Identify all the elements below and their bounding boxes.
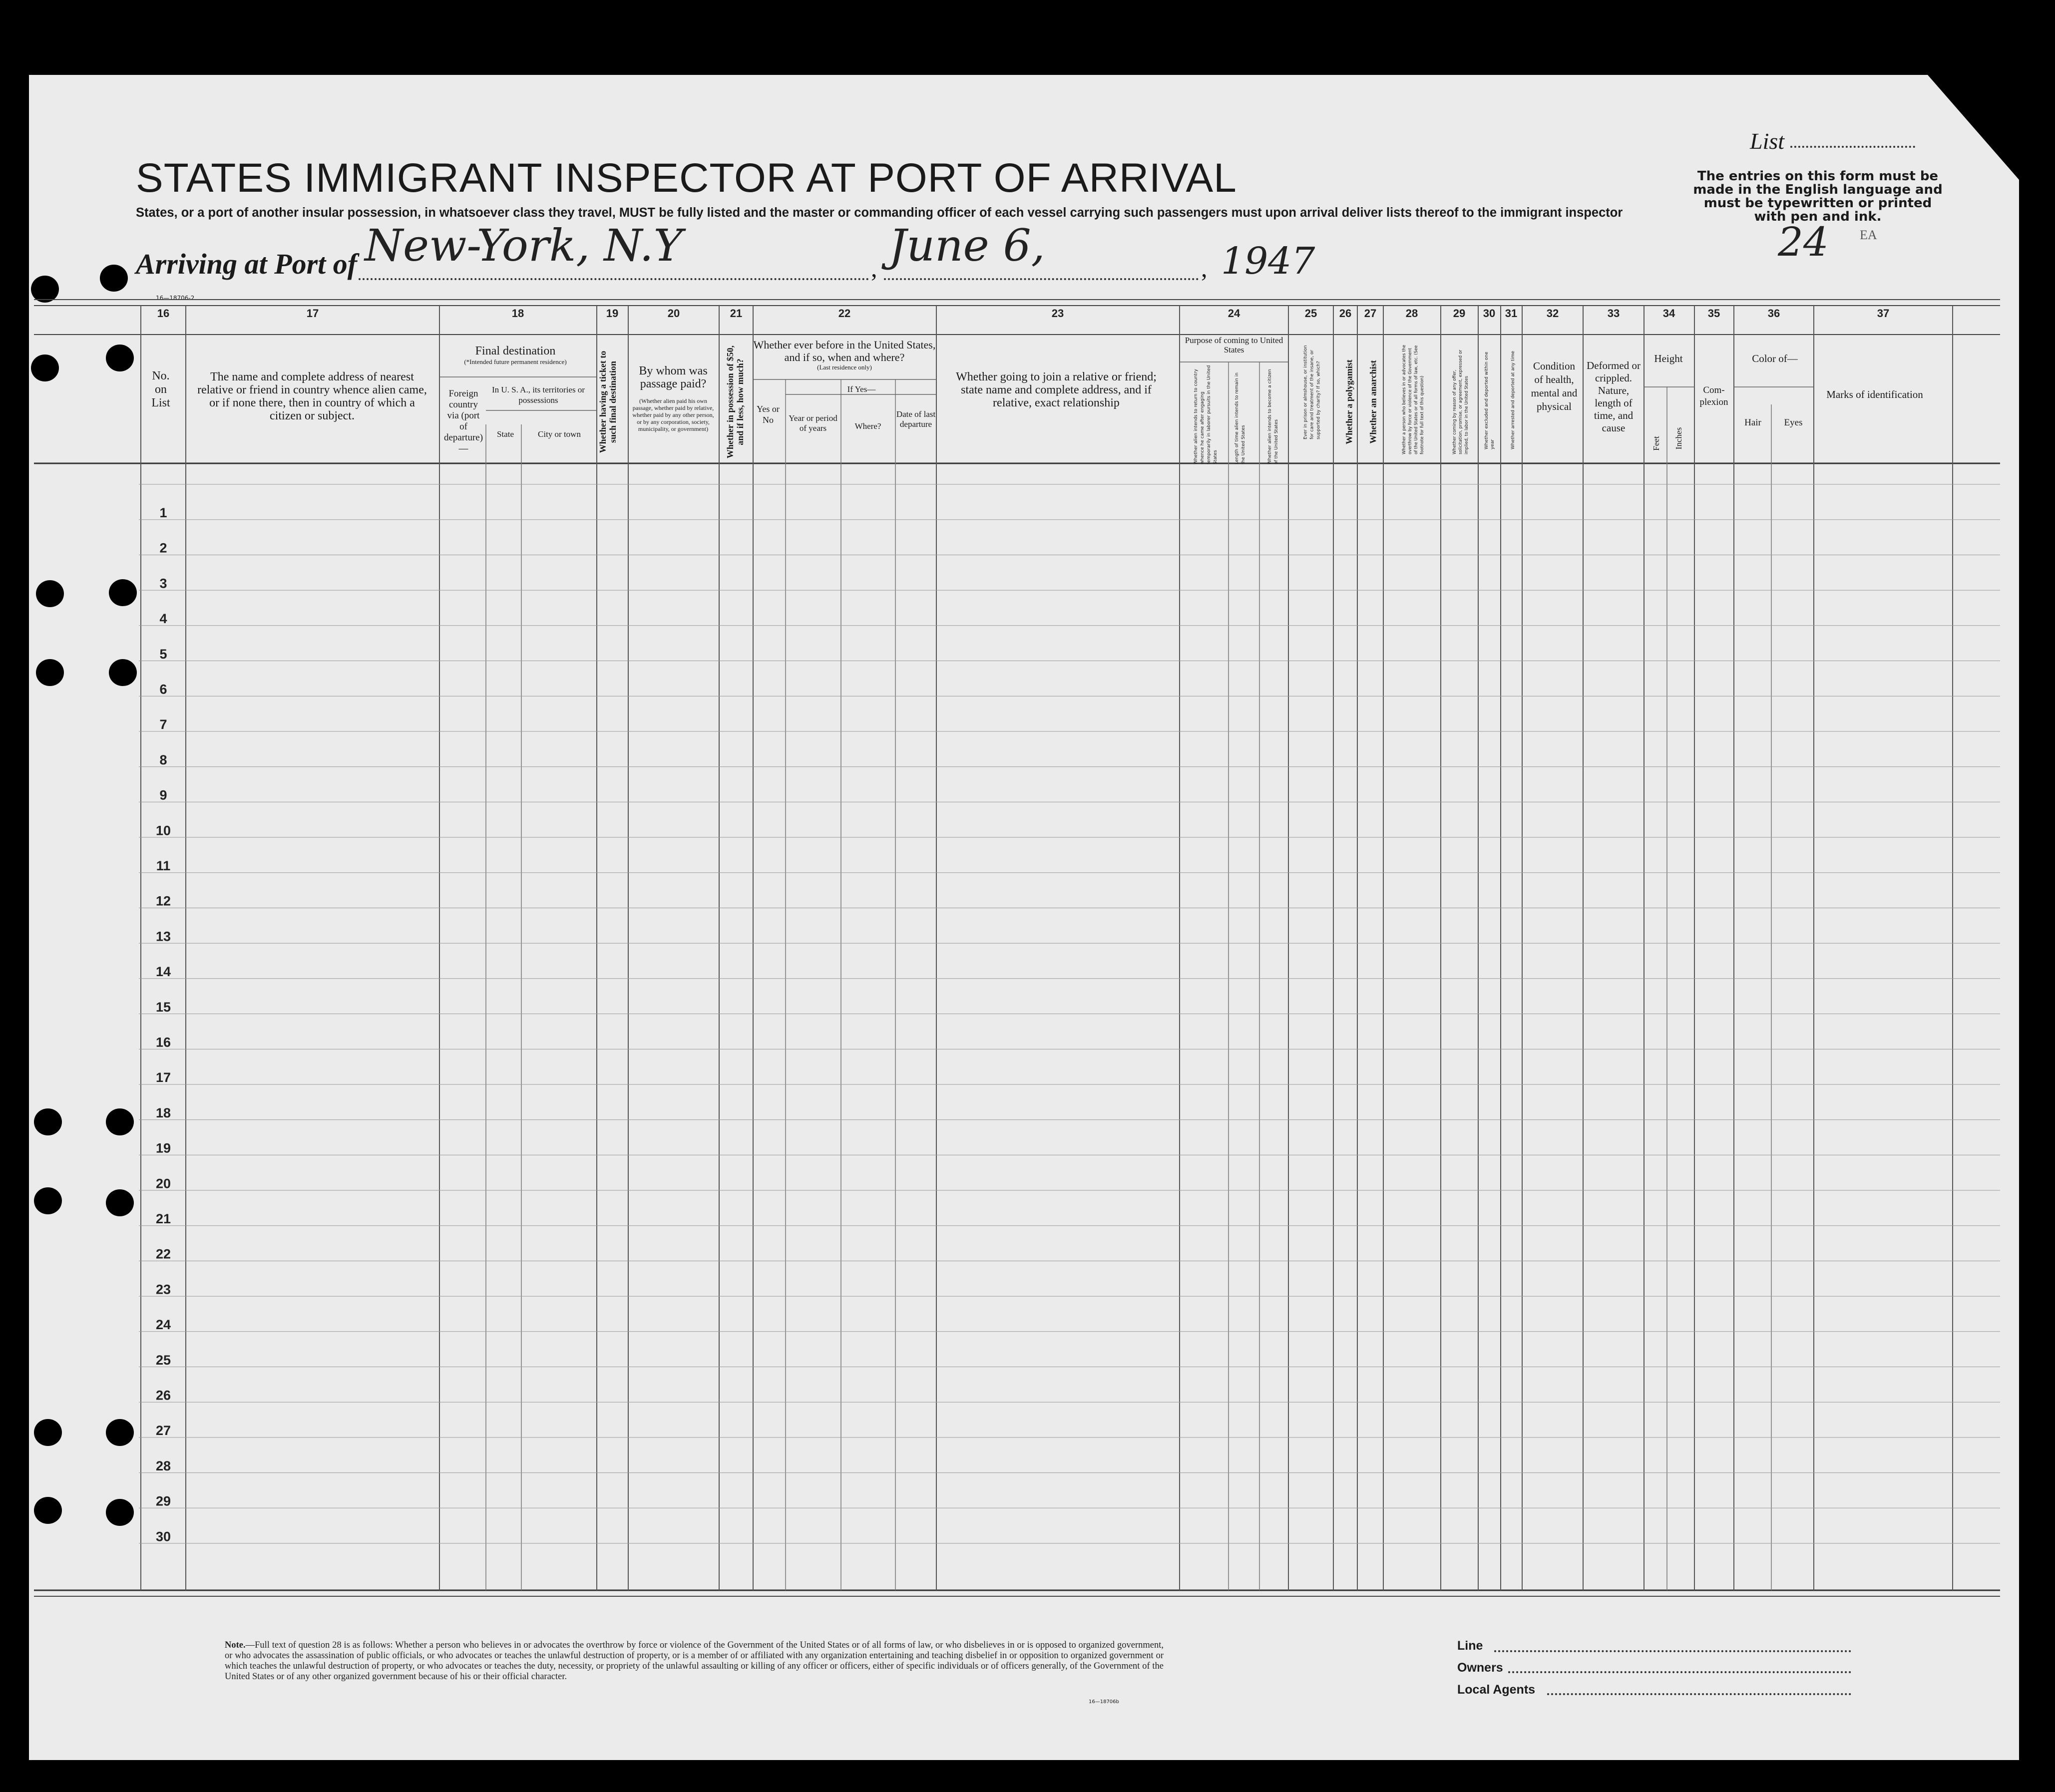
column-number: 37 bbox=[1877, 307, 1890, 320]
column-number: 25 bbox=[1304, 307, 1317, 320]
comma-mark: , bbox=[871, 254, 877, 282]
column-header-22 bbox=[753, 339, 936, 371]
row-number: 11 bbox=[156, 858, 171, 873]
column-number: 24 bbox=[1228, 307, 1240, 320]
column-header-33: Deformed or crippled. Nature, length of time, and cause bbox=[1587, 359, 1641, 434]
list-suffix: EA bbox=[1860, 228, 1877, 242]
form-number: 16—18706-2 bbox=[156, 295, 195, 302]
footnote bbox=[225, 1640, 1164, 1682]
column-22-yesno: Yes or No bbox=[757, 404, 780, 425]
column-header-23: Whether going to join a relative or friend; state name and complete address, and if relative, exact relationship bbox=[956, 370, 1157, 409]
column-22-ifyes: If Yes— bbox=[847, 384, 876, 394]
column-number: 19 bbox=[606, 307, 619, 320]
column-header-16: No. on List bbox=[151, 369, 170, 409]
port-value: New-York, N.Y bbox=[365, 220, 683, 271]
row-number: 16 bbox=[155, 1035, 171, 1050]
row-number: 24 bbox=[155, 1317, 171, 1333]
column-header-37: Marks of identification bbox=[1826, 388, 1923, 400]
row-number: 23 bbox=[155, 1282, 171, 1297]
footnote-code: 16—18706b bbox=[1089, 1699, 1119, 1705]
column-header-30: Whether excluded and deported within one year bbox=[1484, 352, 1495, 449]
row-number: 19 bbox=[155, 1140, 171, 1156]
row-number: 9 bbox=[159, 787, 167, 803]
column-header-21: Whether in possession of $50, and if less, how much? bbox=[725, 345, 745, 459]
column-number: 17 bbox=[306, 307, 319, 320]
row-number: 14 bbox=[155, 964, 171, 980]
form-subtitle: States, or a port of another insular possession, in whatsoever class they travel, MUST be fully listed and the master or commanding officer of each vessel carrying such passengers must upon arrival deliver lists thereof to the immigrant inspector bbox=[136, 206, 1623, 220]
agents-fill-line bbox=[1547, 1693, 1851, 1695]
row-number: 2 bbox=[159, 540, 167, 556]
column-18-note: (*Intended future permanent residence) bbox=[464, 358, 567, 365]
form-title: STATES IMMIGRANT INSPECTOR AT PORT OF ARRIVAL bbox=[136, 155, 1237, 201]
column-number: 23 bbox=[1051, 307, 1064, 320]
row-number: 29 bbox=[155, 1493, 171, 1509]
column-number: 30 bbox=[1483, 307, 1496, 320]
column-number: 32 bbox=[1546, 307, 1559, 320]
column-36-hair: Hair bbox=[1744, 417, 1761, 428]
column-number: 21 bbox=[730, 307, 743, 320]
column-34-feet: Feet bbox=[1651, 436, 1661, 451]
row-number: 20 bbox=[155, 1176, 171, 1191]
column-number: 27 bbox=[1364, 307, 1377, 320]
date-value: June 6, bbox=[889, 220, 1045, 271]
list-number: 24 bbox=[1778, 219, 1829, 265]
column-number: 31 bbox=[1505, 307, 1518, 320]
row-number: 15 bbox=[155, 999, 171, 1015]
column-24-citizen: Whether alien intends to become a citizen of the United States bbox=[1267, 369, 1279, 464]
line-fill-line bbox=[1494, 1650, 1851, 1652]
column-header-24: Purpose of coming to United States bbox=[1185, 336, 1283, 355]
row-number: 3 bbox=[159, 576, 167, 591]
row-number: 26 bbox=[155, 1388, 171, 1403]
column-number: 35 bbox=[1707, 307, 1720, 320]
row-number: 12 bbox=[155, 893, 171, 909]
column-header-31: Whether arrested and deported at any time bbox=[1511, 351, 1516, 449]
comma-mark: , bbox=[1201, 254, 1208, 282]
column-number: 33 bbox=[1607, 307, 1620, 320]
column-header-26: Whether a polygamist bbox=[1344, 359, 1354, 444]
row-number: 13 bbox=[155, 929, 171, 944]
column-header-18 bbox=[440, 345, 590, 366]
column-header-20 bbox=[630, 364, 716, 432]
row-number: 30 bbox=[155, 1529, 171, 1544]
column-22-where: Where? bbox=[854, 421, 881, 431]
column-18-title: Final destination bbox=[475, 345, 556, 358]
owners-fill-line bbox=[1508, 1671, 1851, 1673]
column-number: 26 bbox=[1339, 307, 1352, 320]
column-24-length: Length of time alien intends to remain in the United States bbox=[1234, 372, 1246, 464]
column-22-date: Date of last departure bbox=[896, 409, 936, 429]
column-header-17: The name and complete address of nearest relative or friend in country whence alien came, or if none there, then in country of which a citizen or subject. bbox=[197, 370, 427, 422]
year-value: 1947 bbox=[1221, 240, 1315, 283]
row-number: 1 bbox=[159, 505, 167, 520]
column-20-title: By whom was passage paid? bbox=[639, 364, 708, 390]
column-18-usa: In U. S. A., its territories or possessions bbox=[491, 385, 585, 405]
column-number: 18 bbox=[511, 307, 524, 320]
footnote-text: —Full text of question 28 is as follows: Whether a person who believes in or advocates the overthrow by force or violence of the Government of the United States or of all forms of law, or who disbelieves in or is opposed to organized government, or who advocates the assassination of public officials, or who advocates or teaches the unlawful destruction of property, or is a member of or affiliated with any organization entertaining and teaching disbelief in or opposition to organized government or which teaches the unlawful destruction of property, or who advocates or teaches the duty, necessity, or propriety of the unlawful assaulting or killing of any officer or officers, either of specific individuals or of officers generally, of the Government of the United States or of any other organized government because of his or their official character. bbox=[225, 1640, 1164, 1682]
column-header-25: Ever in prison or almshouse, or institution for care and treatment of the insane, or supported by charity? If so, which? bbox=[1303, 345, 1321, 439]
column-header-32: Condition of health, mental and physical bbox=[1531, 360, 1578, 412]
column-header-35: Com- plexion bbox=[1699, 385, 1728, 407]
arriving-label: Arriving at Port of bbox=[136, 248, 358, 280]
owners-label: Owners bbox=[1457, 1661, 1503, 1675]
column-18-city: City or town bbox=[538, 429, 581, 439]
column-24-return: Whether alien intends to return to country whence he came after engaging temporarily in laborer pursuits in the United States bbox=[1194, 365, 1218, 464]
line-label: Line bbox=[1457, 1639, 1483, 1653]
row-number: 21 bbox=[155, 1211, 171, 1226]
column-34-inches: Inches bbox=[1674, 427, 1683, 450]
row-number: 27 bbox=[155, 1423, 171, 1438]
column-number: 28 bbox=[1405, 307, 1418, 320]
row-number: 8 bbox=[159, 752, 167, 767]
row-number: 10 bbox=[155, 823, 171, 838]
instructions-note: The entries on this form must be made in the English language and must be typewritten or printed with pen and ink. bbox=[1693, 169, 1943, 224]
column-22-year: Year or period of years bbox=[789, 413, 837, 433]
row-number: 18 bbox=[155, 1105, 171, 1120]
row-number: 7 bbox=[159, 717, 167, 732]
agents-label: Local Agents bbox=[1457, 1683, 1536, 1697]
list-label: List bbox=[1750, 128, 1785, 154]
footnote-lead: Note. bbox=[225, 1640, 246, 1650]
row-number: 6 bbox=[159, 682, 167, 697]
column-20-note: (Whether alien paid his own passage, whether paid by relative, whether paid by any other person, or by any corporation, society, municipality, or government) bbox=[632, 397, 714, 432]
row-number: 22 bbox=[155, 1246, 171, 1262]
column-header-36: Color of— bbox=[1752, 353, 1798, 364]
column-36-eyes: Eyes bbox=[1784, 417, 1803, 428]
column-22-note: (Last residence only) bbox=[817, 363, 872, 371]
column-22-title: Whether ever before in the United States, and if so, when and where? bbox=[753, 339, 936, 363]
column-header-27: Whether an anarchist bbox=[1368, 360, 1378, 444]
column-header-19: Whether having a ticket to such final destination bbox=[598, 351, 618, 453]
row-number: 5 bbox=[159, 646, 167, 662]
column-number: 16 bbox=[157, 307, 170, 320]
column-18-state: State bbox=[497, 429, 514, 439]
column-number: 20 bbox=[667, 307, 680, 320]
column-number: 36 bbox=[1767, 307, 1780, 320]
column-number: 34 bbox=[1662, 307, 1675, 320]
column-header-28: Whether a person who believes in or advocates the overthrow by force or violence of the Government of the United States or of all forms of law, etc. (See footnote for full text of this question) bbox=[1402, 345, 1425, 454]
column-header-34: Height bbox=[1654, 353, 1683, 364]
column-18-foreign: Foreign country via (port of departure)— bbox=[443, 388, 483, 454]
row-number: 17 bbox=[155, 1070, 171, 1085]
row-number: 4 bbox=[159, 611, 167, 627]
column-header-29: Whether coming by reason of any offer, solicitation, promise, or agreement, expressed or implied, to labor in the United States bbox=[1452, 350, 1469, 454]
row-number: 25 bbox=[155, 1352, 171, 1368]
column-number: 22 bbox=[838, 307, 851, 320]
column-number: 29 bbox=[1453, 307, 1466, 320]
row-number: 28 bbox=[155, 1458, 171, 1473]
